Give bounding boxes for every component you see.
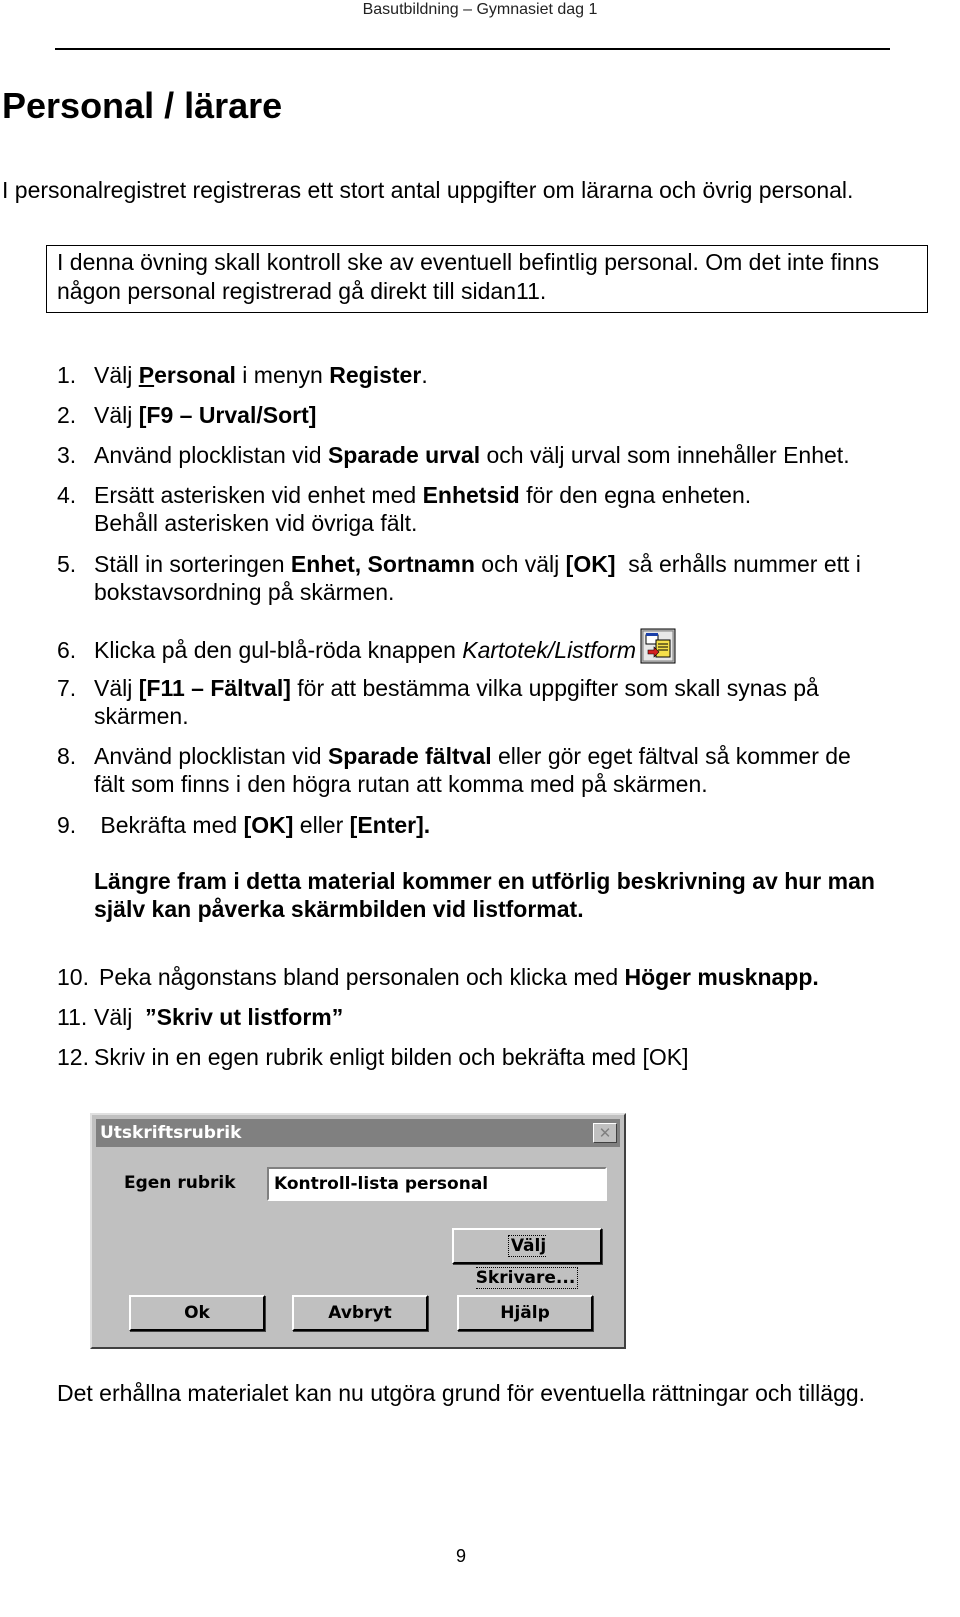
step-3: 3. Använd plocklistan vid Sparade urval och välj urval som innehåller Enhet. bbox=[57, 442, 850, 468]
step-12: 12. Skriv in en egen rubrik enligt bilden och bekräfta med [OK] bbox=[57, 1044, 689, 1070]
cancel-button[interactable]: Avbryt bbox=[292, 1295, 428, 1331]
step-2: 2. Välj [F9 – Urval/Sort] bbox=[57, 402, 317, 428]
heading-field-label: Egen rubrik bbox=[124, 1173, 236, 1193]
running-header: Basutbildning – Gymnasiet dag 1 bbox=[362, 1, 598, 18]
dialog-titlebar bbox=[96, 1119, 620, 1147]
step-11: 11. Välj ”Skriv ut listform” bbox=[57, 1004, 344, 1030]
header-rule bbox=[55, 48, 890, 50]
bold-note: Längre fram i detta material kommer en utförlig beskrivning av hur man själv kan påverka skärmbilden vid listformat. bbox=[94, 868, 875, 922]
help-button[interactable]: Hjälp bbox=[457, 1295, 593, 1331]
step-10: 10. Peka någonstans bland personalen och klicka med Höger musknapp. bbox=[57, 964, 819, 990]
print-heading-dialog bbox=[90, 1113, 626, 1349]
step-5: 5. Ställ in sorteringen Enhet, Sortnamn och välj [OK] så erhålls nummer ett i bokstavsordning på skärmen. bbox=[57, 551, 861, 605]
note-box: I denna övning skall kontroll ske av eventuell befintlig personal. Om det inte finns någon personal registrerad gå direkt till sidan11. bbox=[46, 245, 928, 313]
intro-paragraph: I personalregistret registreras ett stort antal uppgifter om lärarna och övrig personal. bbox=[2, 177, 854, 203]
page-title: Personal / lärare bbox=[2, 85, 283, 126]
step-4: 4. Ersätt asterisken vid enhet med Enhetsid för den egna enheten. Behåll asterisken vid övriga fält. bbox=[57, 482, 752, 536]
dialog-title: Utskriftsrubrik bbox=[100, 1123, 242, 1143]
kartotek-listform-icon[interactable] bbox=[640, 628, 676, 670]
closing-paragraph: Det erhållna materialet kan nu utgöra grund för eventuella rättningar och tillägg. bbox=[57, 1380, 866, 1406]
page-number: 9 bbox=[455, 1546, 466, 1566]
step-9: 9. Bekräfta med [OK] eller [Enter]. bbox=[57, 812, 431, 838]
step-6: 6. Klicka på den gul-blå-röda knappen Kartotek/Listform bbox=[57, 628, 927, 670]
heading-input[interactable]: Kontroll-lista personal bbox=[267, 1167, 607, 1201]
close-icon[interactable]: ✕ bbox=[593, 1123, 617, 1143]
step-7: 7. Välj [F11 – Fältval] för att bestämma vilka uppgifter som skall synas på skärmen. bbox=[57, 675, 819, 729]
step-1: 1. Välj Personal i menyn Register. bbox=[57, 362, 428, 388]
step-8: 8. Använd plocklistan vid Sparade fältval eller gör eget fältval så kommer de fält som finns i den högra rutan att komma med på skärmen. bbox=[57, 743, 851, 797]
ok-button[interactable]: Ok bbox=[129, 1295, 265, 1331]
choose-printer-button[interactable]: Välj Skrivare... bbox=[452, 1228, 602, 1264]
